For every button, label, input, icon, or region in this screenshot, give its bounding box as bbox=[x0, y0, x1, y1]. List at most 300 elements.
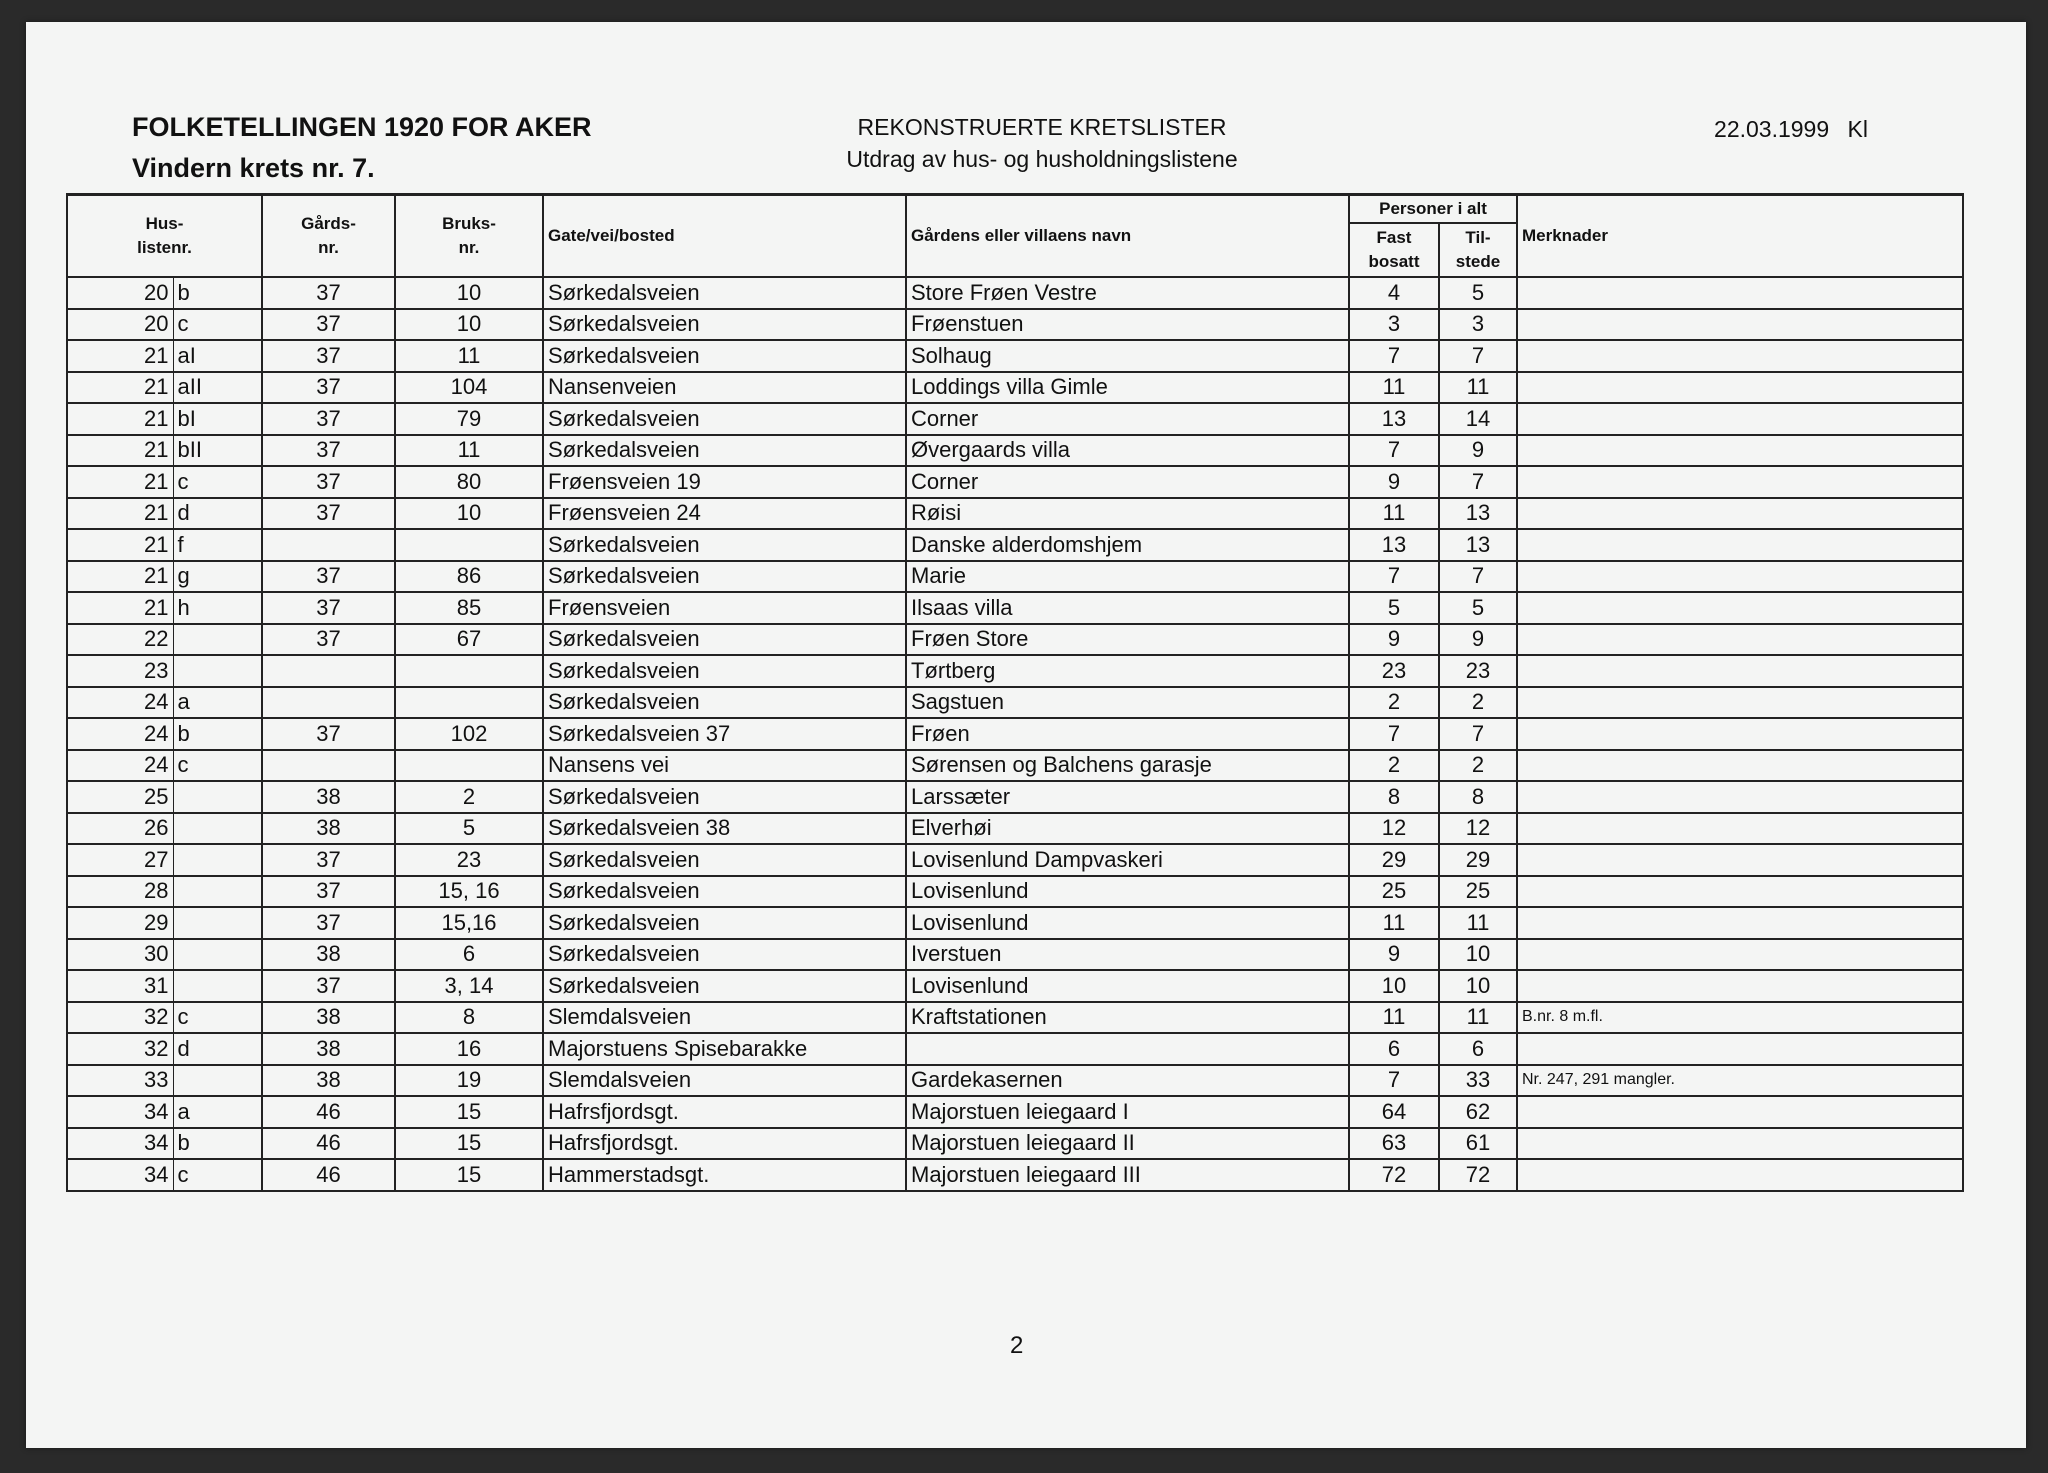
cell-huslistenr: 24 bbox=[67, 750, 173, 782]
table-row bbox=[67, 624, 1963, 656]
col-header-tilstede: Til- stede bbox=[1439, 223, 1517, 277]
cell-huslistenr: 20 bbox=[67, 277, 173, 309]
cell-bruksnr: 10 bbox=[395, 498, 543, 530]
col-header-navn: Gårdens eller villaens navn bbox=[906, 195, 1349, 278]
document-title: FOLKETELLINGEN 1920 FOR AKER bbox=[132, 112, 592, 142]
cell-fast-bosatt: 13 bbox=[1349, 403, 1439, 435]
cell-bruksnr: 79 bbox=[395, 403, 543, 435]
table-row bbox=[67, 718, 1963, 750]
cell-huslistenr: 20 bbox=[67, 309, 173, 341]
cell-fast-bosatt: 9 bbox=[1349, 466, 1439, 498]
cell-sub-letter: c bbox=[173, 309, 262, 341]
cell-merknader bbox=[1517, 655, 1963, 687]
cell-huslistenr: 27 bbox=[67, 844, 173, 876]
document-header-left bbox=[132, 112, 592, 184]
cell-bruksnr: 15, 16 bbox=[395, 876, 543, 908]
cell-huslistenr: 34 bbox=[67, 1128, 173, 1160]
cell-navn: Iverstuen bbox=[906, 939, 1349, 971]
cell-navn: Larssæter bbox=[906, 781, 1349, 813]
cell-fast-bosatt: 10 bbox=[1349, 970, 1439, 1002]
cell-merknader bbox=[1517, 403, 1963, 435]
cell-bruksnr: 2 bbox=[395, 781, 543, 813]
cell-gardsnr: 37 bbox=[262, 592, 395, 624]
cell-tilstede: 6 bbox=[1439, 1033, 1517, 1065]
cell-merknader bbox=[1517, 466, 1963, 498]
cell-gardsnr: 46 bbox=[262, 1128, 395, 1160]
table-row bbox=[67, 1065, 1963, 1097]
cell-huslistenr: 29 bbox=[67, 907, 173, 939]
cell-sub-letter: a bbox=[173, 1096, 262, 1128]
cell-fast-bosatt: 7 bbox=[1349, 340, 1439, 372]
cell-huslistenr: 31 bbox=[67, 970, 173, 1002]
cell-fast-bosatt: 8 bbox=[1349, 781, 1439, 813]
table-row bbox=[67, 970, 1963, 1002]
cell-sub-letter: c bbox=[173, 466, 262, 498]
cell-sub-letter: g bbox=[173, 561, 262, 593]
cell-merknader bbox=[1517, 277, 1963, 309]
cell-gate: Sørkedalsveien bbox=[543, 561, 906, 593]
table-row bbox=[67, 813, 1963, 845]
cell-bruksnr: 5 bbox=[395, 813, 543, 845]
cell-sub-letter: c bbox=[173, 750, 262, 782]
table-row bbox=[67, 1033, 1963, 1065]
cell-gate: Sørkedalsveien bbox=[543, 939, 906, 971]
cell-tilstede: 12 bbox=[1439, 813, 1517, 845]
cell-merknader bbox=[1517, 687, 1963, 719]
cell-sub-letter: bII bbox=[173, 435, 262, 467]
cell-bruksnr: 67 bbox=[395, 624, 543, 656]
cell-navn: Majorstuen leiegaard I bbox=[906, 1096, 1349, 1128]
table-row bbox=[67, 592, 1963, 624]
table-row bbox=[67, 1159, 1963, 1191]
center-subtitle: Utdrag av hus- og husholdningslistene bbox=[846, 146, 1238, 172]
cell-navn: Sørensen og Balchens garasje bbox=[906, 750, 1349, 782]
cell-navn: Lovisenlund Dampvaskeri bbox=[906, 844, 1349, 876]
cell-navn: Gardekasernen bbox=[906, 1065, 1349, 1097]
cell-navn: Lovisenlund bbox=[906, 876, 1349, 908]
cell-gate: Frøensveien bbox=[543, 592, 906, 624]
cell-tilstede: 5 bbox=[1439, 277, 1517, 309]
cell-merknader bbox=[1517, 718, 1963, 750]
cell-sub-letter: aII bbox=[173, 372, 262, 404]
cell-sub-letter bbox=[173, 939, 262, 971]
cell-tilstede: 25 bbox=[1439, 876, 1517, 908]
cell-bruksnr: 15 bbox=[395, 1159, 543, 1191]
cell-gate: Sørkedalsveien bbox=[543, 655, 906, 687]
cell-bruksnr: 85 bbox=[395, 592, 543, 624]
cell-fast-bosatt: 7 bbox=[1349, 435, 1439, 467]
cell-tilstede: 72 bbox=[1439, 1159, 1517, 1191]
table-row bbox=[67, 1128, 1963, 1160]
cell-huslistenr: 26 bbox=[67, 813, 173, 845]
cell-gate: Sørkedalsveien bbox=[543, 687, 906, 719]
cell-tilstede: 11 bbox=[1439, 372, 1517, 404]
cell-fast-bosatt: 2 bbox=[1349, 687, 1439, 719]
cell-gate: Sørkedalsveien bbox=[543, 435, 906, 467]
col-header-merknader: Merknader bbox=[1517, 195, 1963, 278]
cell-tilstede: 7 bbox=[1439, 561, 1517, 593]
cell-merknader bbox=[1517, 876, 1963, 908]
cell-merknader bbox=[1517, 813, 1963, 845]
cell-bruksnr: 16 bbox=[395, 1033, 543, 1065]
cell-bruksnr: 15 bbox=[395, 1096, 543, 1128]
cell-navn: Elverhøi bbox=[906, 813, 1349, 845]
cell-gate: Sørkedalsveien bbox=[543, 340, 906, 372]
cell-merknader bbox=[1517, 372, 1963, 404]
cell-huslistenr: 21 bbox=[67, 592, 173, 624]
cell-bruksnr: 15 bbox=[395, 1128, 543, 1160]
cell-fast-bosatt: 72 bbox=[1349, 1159, 1439, 1191]
table-row bbox=[67, 844, 1963, 876]
cell-navn: Majorstuen leiegaard III bbox=[906, 1159, 1349, 1191]
cell-huslistenr: 23 bbox=[67, 655, 173, 687]
cell-tilstede: 11 bbox=[1439, 1002, 1517, 1034]
table-row bbox=[67, 655, 1963, 687]
cell-fast-bosatt: 3 bbox=[1349, 309, 1439, 341]
cell-huslistenr: 21 bbox=[67, 372, 173, 404]
cell-merknader bbox=[1517, 309, 1963, 341]
table-row bbox=[67, 529, 1963, 561]
table-row bbox=[67, 561, 1963, 593]
cell-huslistenr: 34 bbox=[67, 1159, 173, 1191]
cell-navn: Store Frøen Vestre bbox=[906, 277, 1349, 309]
cell-merknader bbox=[1517, 592, 1963, 624]
cell-huslistenr: 21 bbox=[67, 340, 173, 372]
cell-navn: Corner bbox=[906, 466, 1349, 498]
cell-merknader bbox=[1517, 1128, 1963, 1160]
cell-tilstede: 9 bbox=[1439, 624, 1517, 656]
cell-bruksnr bbox=[395, 687, 543, 719]
cell-fast-bosatt: 12 bbox=[1349, 813, 1439, 845]
center-title: REKONSTRUERTE KRETSLISTER bbox=[857, 114, 1227, 140]
cell-gate: Sørkedalsveien bbox=[543, 907, 906, 939]
cell-gate: Sørkedalsveien bbox=[543, 529, 906, 561]
document-header-center bbox=[812, 114, 1272, 173]
cell-gate: Slemdalsveien bbox=[543, 1002, 906, 1034]
cell-tilstede: 14 bbox=[1439, 403, 1517, 435]
cell-gate: Frøensveien 19 bbox=[543, 466, 906, 498]
cell-tilstede: 13 bbox=[1439, 498, 1517, 530]
cell-bruksnr: 3, 14 bbox=[395, 970, 543, 1002]
col-header-fast-bosatt: Fast bosatt bbox=[1349, 223, 1439, 277]
table-row bbox=[67, 309, 1963, 341]
cell-navn: Loddings villa Gimle bbox=[906, 372, 1349, 404]
cell-huslistenr: 21 bbox=[67, 403, 173, 435]
cell-sub-letter bbox=[173, 844, 262, 876]
cell-huslistenr: 28 bbox=[67, 876, 173, 908]
cell-tilstede: 11 bbox=[1439, 907, 1517, 939]
table-row bbox=[67, 466, 1963, 498]
cell-tilstede: 8 bbox=[1439, 781, 1517, 813]
cell-bruksnr: 8 bbox=[395, 1002, 543, 1034]
cell-navn: Majorstuen leiegaard II bbox=[906, 1128, 1349, 1160]
cell-bruksnr: 11 bbox=[395, 340, 543, 372]
cell-gate: Sørkedalsveien bbox=[543, 876, 906, 908]
col-header-huslistenr: Hus- listenr. bbox=[67, 195, 262, 278]
cell-huslistenr: 30 bbox=[67, 939, 173, 971]
cell-navn: Røisi bbox=[906, 498, 1349, 530]
cell-gardsnr: 37 bbox=[262, 466, 395, 498]
cell-gardsnr: 38 bbox=[262, 1002, 395, 1034]
col-header-personer: Personer i alt bbox=[1349, 195, 1517, 224]
cell-sub-letter: c bbox=[173, 1002, 262, 1034]
cell-merknader bbox=[1517, 907, 1963, 939]
cell-bruksnr: 23 bbox=[395, 844, 543, 876]
cell-navn: Ilsaas villa bbox=[906, 592, 1349, 624]
cell-fast-bosatt: 11 bbox=[1349, 498, 1439, 530]
cell-gardsnr: 38 bbox=[262, 781, 395, 813]
cell-gardsnr: 37 bbox=[262, 876, 395, 908]
cell-sub-letter: f bbox=[173, 529, 262, 561]
cell-merknader bbox=[1517, 435, 1963, 467]
cell-merknader bbox=[1517, 529, 1963, 561]
cell-sub-letter bbox=[173, 876, 262, 908]
cell-tilstede: 13 bbox=[1439, 529, 1517, 561]
cell-merknader bbox=[1517, 561, 1963, 593]
cell-bruksnr: 10 bbox=[395, 309, 543, 341]
cell-bruksnr: 19 bbox=[395, 1065, 543, 1097]
cell-sub-letter: b bbox=[173, 1128, 262, 1160]
cell-gate: Sørkedalsveien bbox=[543, 309, 906, 341]
cell-gardsnr: 37 bbox=[262, 372, 395, 404]
cell-sub-letter bbox=[173, 1065, 262, 1097]
cell-fast-bosatt: 4 bbox=[1349, 277, 1439, 309]
cell-fast-bosatt: 6 bbox=[1349, 1033, 1439, 1065]
cell-tilstede: 5 bbox=[1439, 592, 1517, 624]
cell-fast-bosatt: 7 bbox=[1349, 561, 1439, 593]
cell-sub-letter: d bbox=[173, 1033, 262, 1065]
census-table-body bbox=[67, 277, 1963, 1191]
cell-tilstede: 10 bbox=[1439, 970, 1517, 1002]
cell-merknader bbox=[1517, 939, 1963, 971]
cell-gate: Sørkedalsveien 38 bbox=[543, 813, 906, 845]
cell-merknader bbox=[1517, 1033, 1963, 1065]
cell-bruksnr bbox=[395, 529, 543, 561]
cell-gardsnr: 46 bbox=[262, 1159, 395, 1191]
table-row bbox=[67, 687, 1963, 719]
cell-gardsnr: 37 bbox=[262, 844, 395, 876]
cell-fast-bosatt: 7 bbox=[1349, 718, 1439, 750]
cell-navn: Danske alderdomshjem bbox=[906, 529, 1349, 561]
cell-sub-letter bbox=[173, 781, 262, 813]
cell-gardsnr: 37 bbox=[262, 718, 395, 750]
cell-gardsnr: 37 bbox=[262, 309, 395, 341]
cell-fast-bosatt: 9 bbox=[1349, 624, 1439, 656]
cell-bruksnr bbox=[395, 655, 543, 687]
cell-sub-letter: d bbox=[173, 498, 262, 530]
cell-gardsnr: 37 bbox=[262, 277, 395, 309]
cell-tilstede: 23 bbox=[1439, 655, 1517, 687]
cell-sub-letter: b bbox=[173, 718, 262, 750]
cell-navn: Sagstuen bbox=[906, 687, 1349, 719]
cell-tilstede: 7 bbox=[1439, 466, 1517, 498]
table-row bbox=[67, 340, 1963, 372]
cell-bruksnr: 11 bbox=[395, 435, 543, 467]
cell-gardsnr: 37 bbox=[262, 498, 395, 530]
cell-bruksnr: 15,16 bbox=[395, 907, 543, 939]
cell-tilstede: 61 bbox=[1439, 1128, 1517, 1160]
cell-sub-letter bbox=[173, 970, 262, 1002]
cell-gardsnr: 37 bbox=[262, 435, 395, 467]
cell-merknader bbox=[1517, 844, 1963, 876]
cell-gate: Nansens vei bbox=[543, 750, 906, 782]
cell-merknader bbox=[1517, 498, 1963, 530]
cell-fast-bosatt: 7 bbox=[1349, 1065, 1439, 1097]
cell-sub-letter bbox=[173, 624, 262, 656]
cell-sub-letter: h bbox=[173, 592, 262, 624]
cell-tilstede: 29 bbox=[1439, 844, 1517, 876]
cell-gate: Sørkedalsveien bbox=[543, 844, 906, 876]
cell-navn: Solhaug bbox=[906, 340, 1349, 372]
table-row bbox=[67, 372, 1963, 404]
cell-gardsnr bbox=[262, 655, 395, 687]
cell-fast-bosatt: 23 bbox=[1349, 655, 1439, 687]
cell-fast-bosatt: 11 bbox=[1349, 907, 1439, 939]
cell-huslistenr: 21 bbox=[67, 498, 173, 530]
cell-fast-bosatt: 2 bbox=[1349, 750, 1439, 782]
cell-huslistenr: 21 bbox=[67, 529, 173, 561]
cell-huslistenr: 24 bbox=[67, 718, 173, 750]
cell-huslistenr: 34 bbox=[67, 1096, 173, 1128]
cell-bruksnr bbox=[395, 750, 543, 782]
cell-tilstede: 62 bbox=[1439, 1096, 1517, 1128]
cell-navn: Tørtberg bbox=[906, 655, 1349, 687]
cell-merknader: Nr. 247, 291 mangler. bbox=[1517, 1065, 1963, 1097]
cell-tilstede: 3 bbox=[1439, 309, 1517, 341]
cell-sub-letter bbox=[173, 813, 262, 845]
cell-sub-letter bbox=[173, 907, 262, 939]
cell-navn: Frøen Store bbox=[906, 624, 1349, 656]
col-header-gardsnr: Gårds- nr. bbox=[262, 195, 395, 278]
cell-sub-letter bbox=[173, 655, 262, 687]
document-subtitle: Vindern krets nr. 7. bbox=[132, 153, 375, 183]
cell-gate: Sørkedalsveien bbox=[543, 624, 906, 656]
cell-tilstede: 9 bbox=[1439, 435, 1517, 467]
cell-merknader bbox=[1517, 624, 1963, 656]
table-row bbox=[67, 435, 1963, 467]
cell-fast-bosatt: 25 bbox=[1349, 876, 1439, 908]
cell-merknader bbox=[1517, 781, 1963, 813]
table-row bbox=[67, 781, 1963, 813]
cell-gardsnr bbox=[262, 687, 395, 719]
document-header-right bbox=[1714, 116, 1868, 143]
cell-navn bbox=[906, 1033, 1349, 1065]
cell-bruksnr: 86 bbox=[395, 561, 543, 593]
document-initials: Kl bbox=[1847, 116, 1868, 142]
cell-tilstede: 33 bbox=[1439, 1065, 1517, 1097]
cell-gate: Slemdalsveien bbox=[543, 1065, 906, 1097]
cell-huslistenr: 21 bbox=[67, 561, 173, 593]
cell-fast-bosatt: 63 bbox=[1349, 1128, 1439, 1160]
cell-tilstede: 7 bbox=[1439, 340, 1517, 372]
census-table bbox=[66, 193, 1964, 1192]
table-row bbox=[67, 277, 1963, 309]
cell-gardsnr: 37 bbox=[262, 970, 395, 1002]
cell-gardsnr: 37 bbox=[262, 403, 395, 435]
cell-gate: Hafrsfjordsgt. bbox=[543, 1096, 906, 1128]
cell-fast-bosatt: 29 bbox=[1349, 844, 1439, 876]
cell-gardsnr: 37 bbox=[262, 907, 395, 939]
cell-gate: Sørkedalsveien bbox=[543, 403, 906, 435]
cell-tilstede: 2 bbox=[1439, 687, 1517, 719]
cell-merknader bbox=[1517, 970, 1963, 1002]
cell-bruksnr: 104 bbox=[395, 372, 543, 404]
cell-huslistenr: 22 bbox=[67, 624, 173, 656]
cell-fast-bosatt: 5 bbox=[1349, 592, 1439, 624]
cell-bruksnr: 10 bbox=[395, 277, 543, 309]
cell-navn: Marie bbox=[906, 561, 1349, 593]
cell-sub-letter: aI bbox=[173, 340, 262, 372]
page-number: 2 bbox=[1010, 1332, 1024, 1359]
cell-navn: Lovisenlund bbox=[906, 907, 1349, 939]
cell-gardsnr: 46 bbox=[262, 1096, 395, 1128]
cell-gardsnr bbox=[262, 750, 395, 782]
table-row bbox=[67, 498, 1963, 530]
cell-fast-bosatt: 64 bbox=[1349, 1096, 1439, 1128]
document-date: 22.03.1999 bbox=[1714, 116, 1830, 142]
cell-sub-letter: a bbox=[173, 687, 262, 719]
table-row bbox=[67, 876, 1963, 908]
cell-gardsnr: 38 bbox=[262, 939, 395, 971]
cell-gate: Majorstuens Spisebarakke bbox=[543, 1033, 906, 1065]
cell-gate: Nansenveien bbox=[543, 372, 906, 404]
cell-navn: Corner bbox=[906, 403, 1349, 435]
cell-huslistenr: 21 bbox=[67, 435, 173, 467]
cell-gate: Hafrsfjordsgt. bbox=[543, 1128, 906, 1160]
col-header-gate: Gate/vei/bosted bbox=[543, 195, 906, 278]
cell-merknader bbox=[1517, 1096, 1963, 1128]
cell-fast-bosatt: 9 bbox=[1349, 939, 1439, 971]
table-row bbox=[67, 907, 1963, 939]
cell-navn: Kraftstationen bbox=[906, 1002, 1349, 1034]
table-row bbox=[67, 403, 1963, 435]
cell-fast-bosatt: 13 bbox=[1349, 529, 1439, 561]
cell-gardsnr: 38 bbox=[262, 1065, 395, 1097]
cell-fast-bosatt: 11 bbox=[1349, 1002, 1439, 1034]
cell-gate: Sørkedalsveien 37 bbox=[543, 718, 906, 750]
cell-huslistenr: 25 bbox=[67, 781, 173, 813]
cell-sub-letter: c bbox=[173, 1159, 262, 1191]
cell-gardsnr: 37 bbox=[262, 340, 395, 372]
cell-sub-letter: b bbox=[173, 277, 262, 309]
cell-gardsnr: 37 bbox=[262, 624, 395, 656]
cell-bruksnr: 6 bbox=[395, 939, 543, 971]
cell-huslistenr: 21 bbox=[67, 466, 173, 498]
cell-tilstede: 10 bbox=[1439, 939, 1517, 971]
table-row bbox=[67, 939, 1963, 971]
cell-merknader: B.nr. 8 m.fl. bbox=[1517, 1002, 1963, 1034]
cell-gate: Hammerstadsgt. bbox=[543, 1159, 906, 1191]
cell-huslistenr: 32 bbox=[67, 1002, 173, 1034]
cell-gardsnr: 38 bbox=[262, 813, 395, 845]
table-row bbox=[67, 1002, 1963, 1034]
cell-gate: Sørkedalsveien bbox=[543, 781, 906, 813]
cell-bruksnr: 102 bbox=[395, 718, 543, 750]
cell-tilstede: 7 bbox=[1439, 718, 1517, 750]
cell-gate: Frøensveien 24 bbox=[543, 498, 906, 530]
cell-merknader bbox=[1517, 340, 1963, 372]
cell-gardsnr bbox=[262, 529, 395, 561]
cell-merknader bbox=[1517, 1159, 1963, 1191]
cell-merknader bbox=[1517, 750, 1963, 782]
cell-bruksnr: 80 bbox=[395, 466, 543, 498]
cell-gate: Sørkedalsveien bbox=[543, 970, 906, 1002]
cell-gardsnr: 38 bbox=[262, 1033, 395, 1065]
cell-navn: Øvergaards villa bbox=[906, 435, 1349, 467]
cell-huslistenr: 24 bbox=[67, 687, 173, 719]
cell-navn: Frøenstuen bbox=[906, 309, 1349, 341]
cell-sub-letter: bI bbox=[173, 403, 262, 435]
